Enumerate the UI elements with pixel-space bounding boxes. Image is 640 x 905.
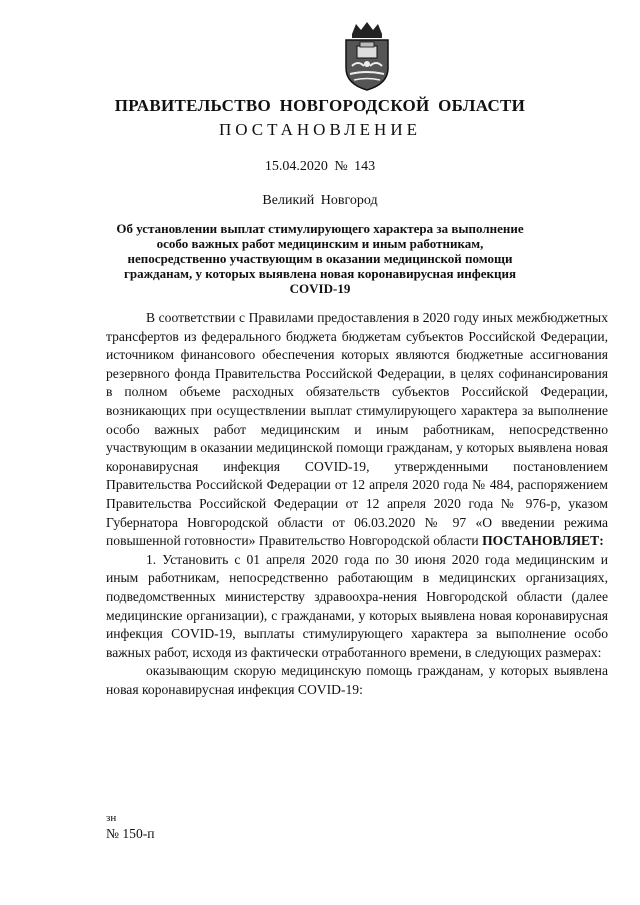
footer <box>106 810 155 842</box>
coat-of-arms-icon <box>340 20 394 92</box>
government-title: ПРАВИТЕЛЬСТВО НОВГОРОДСКОЙ ОБЛАСТИ <box>114 96 526 115</box>
document-date: 15.04.2020 <box>264 159 328 174</box>
number-sign: № <box>334 159 348 174</box>
executor-initials: зн <box>106 812 117 824</box>
intro-text: В соответствии с Правилами предоставления в 2020 году иных межбюджетных трансфертов из федерального бюджета бюджетам субъектов Российской Федерации, источником финансового обеспечения которых являются бюджетные ассигнования резервного фонда Правительства Российской Федерации, в целях софинансирования в полном объеме расходных обязательств субъектов Российской Федерации, возникающих при осуществлении выплат стимулирующего характера за выполнение особо важных работ медицинским и иным работникам, непосредственно участвующим в оказании медицинской помощи гражданам, у которых выявлена новая коронавирусная инфекция COVID-19, утвержденными постановлением Правительства Российской Федерации от 12 апреля 2020 года № 484, распоряжением Правительства Российской Федерации от 12 апреля 2020 года № 976-р, указом Губернатора Новгородской области от 06.03.2020 № 97 «О введении режима повышенной готовности» Правительство Новгородской области <box>106 310 608 549</box>
item-1-paragraph: 1. Установить с 01 апреля 2020 года по 30 июня 2020 года медицинским и иным работникам, непосредственно работающим в медицинских организациях, подведомственных министерству здравоохра-нения Новгородской области (далее медицинские организации), с гражданами, у которых выявлена новая коронавирусная инфекция COVID-19, выплаты стимулирующего характера за выполнение особо важных работ, исходя из фактически отработанного времени, в следующих размерах: <box>106 551 608 660</box>
document-subject: Об установлении выплат стимулирующего характера за выполнение особо важных работ медицинским и иным работникам, непосредственно участвующим в оказании медицинской помощи гражданам, у которых выявлена новая коронавирусная инфекция COVID-19 <box>116 221 524 296</box>
date-number-line <box>0 159 640 175</box>
city: Великий Новгород <box>262 193 378 208</box>
registration-number: № 150-п <box>106 826 155 841</box>
intro-paragraph <box>106 309 608 551</box>
document-number: 143 <box>354 159 376 174</box>
document-body <box>106 309 608 699</box>
document-type: ПОСТАНОВЛЕНИЕ <box>218 120 421 139</box>
item-1-sub-paragraph: оказывающим скорую медицинскую помощь гражданам, у которых выявлена новая коронавирусная инфекция COVID-19: <box>106 663 608 697</box>
decree-word: ПОСТАНОВЛЯЕТ: <box>482 533 604 549</box>
